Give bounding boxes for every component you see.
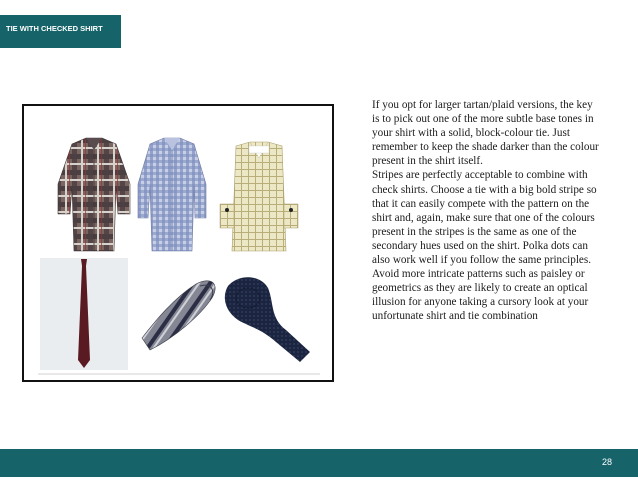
body-text: [372, 98, 600, 324]
paragraph-avoid-patterns: Avoid more intricate patterns such as paisley or geometrics as they are likely to create an optical illusion for anyone taking a cursory look at your unfortunate shirt and tie combination: [372, 268, 589, 323]
burgundy-skinny-tie-image: [40, 258, 128, 370]
grey-striped-tie-image: [142, 281, 215, 350]
paragraph-tartan: If you opt for larger tartan/plaid versions, the key is to pick out one of the more subtle base tones in your shirt with a solid, block-colour tie. Just remember to keep the shade darker than the colour present in the shirt itself.: [372, 99, 599, 168]
paragraph-stripes: Stripes are perfectly acceptable to combine with check shirts. Choose a tie with a big bold stripe so that it can easily compete with the pattern on the shirt and, again, make sure that one of the colours present in the stripes is the same as one of the secondary hues used on the shirt. Polka dots can also work well if you follow the same principles.: [372, 169, 597, 267]
plaid-shirt-image: [58, 138, 130, 251]
product-image-panel: [22, 104, 334, 382]
blue-gingham-shirt-image: [138, 138, 206, 251]
navy-knit-tie-image: [225, 277, 310, 362]
slide-title: TIE WITH CHECKED SHIRT: [0, 15, 121, 48]
page-number: 28: [601, 457, 612, 467]
yellow-check-shirt-image: [220, 142, 298, 251]
footer-bar: [0, 449, 638, 477]
